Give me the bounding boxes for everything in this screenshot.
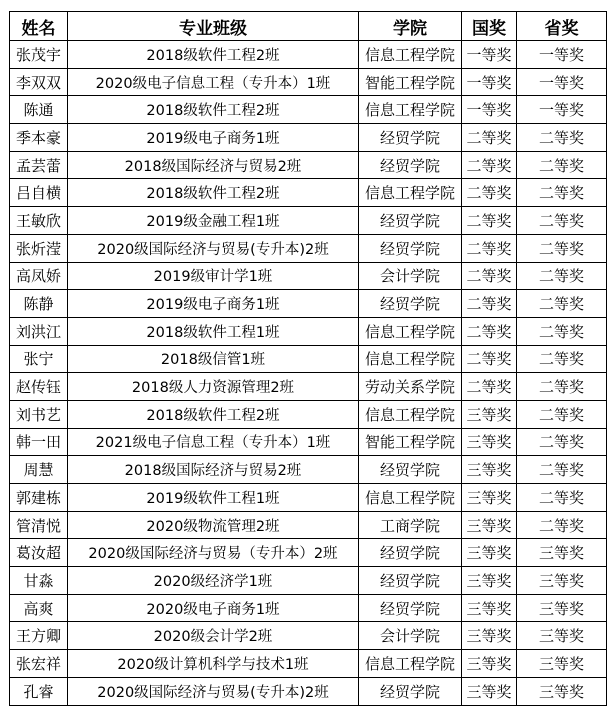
provincial-award-cell: 二等奖 xyxy=(517,484,607,512)
name-cell: 葛汝超 xyxy=(10,539,68,567)
name-cell: 高爽 xyxy=(10,594,68,622)
name-cell: 孔睿 xyxy=(10,677,68,705)
major-class-cell: 2018级软件工程2班 xyxy=(68,179,359,207)
college-cell: 会计学院 xyxy=(359,262,462,290)
table-row xyxy=(10,594,607,622)
table-row xyxy=(10,373,607,401)
major-class-cell: 2019级电子商务1班 xyxy=(68,290,359,318)
header-major-class: 专业班级 xyxy=(68,12,359,41)
table-row xyxy=(10,539,607,567)
major-class-cell: 2018级软件工程2班 xyxy=(68,400,359,428)
national-award-cell: 二等奖 xyxy=(462,207,517,235)
national-award-cell: 二等奖 xyxy=(462,262,517,290)
college-cell: 会计学院 xyxy=(359,622,462,650)
table-row xyxy=(10,262,607,290)
provincial-award-cell: 三等奖 xyxy=(517,594,607,622)
college-cell: 经贸学院 xyxy=(359,290,462,318)
major-class-cell: 2019级金融工程1班 xyxy=(68,207,359,235)
award-table xyxy=(9,11,607,706)
college-cell: 信息工程学院 xyxy=(359,400,462,428)
table-row xyxy=(10,511,607,539)
college-cell: 信息工程学院 xyxy=(359,179,462,207)
major-class-cell: 2018级人力资源管理2班 xyxy=(68,373,359,401)
provincial-award-cell: 三等奖 xyxy=(517,677,607,705)
major-class-cell: 2020级经济学1班 xyxy=(68,567,359,595)
header-college: 学院 xyxy=(359,12,462,41)
college-cell: 经贸学院 xyxy=(359,567,462,595)
name-cell: 吕自横 xyxy=(10,179,68,207)
name-cell: 刘书艺 xyxy=(10,400,68,428)
table-row xyxy=(10,68,607,96)
college-cell: 经贸学院 xyxy=(359,124,462,152)
national-award-cell: 二等奖 xyxy=(462,179,517,207)
name-cell: 王方卿 xyxy=(10,622,68,650)
college-cell: 信息工程学院 xyxy=(359,484,462,512)
table-header-row xyxy=(10,12,607,41)
major-class-cell: 2020级会计学2班 xyxy=(68,622,359,650)
provincial-award-cell: 一等奖 xyxy=(517,96,607,124)
table-row xyxy=(10,400,607,428)
major-class-cell: 2020级电子信息工程（专升本）1班 xyxy=(68,68,359,96)
table-row xyxy=(10,151,607,179)
college-cell: 经贸学院 xyxy=(359,207,462,235)
college-cell: 智能工程学院 xyxy=(359,68,462,96)
major-class-cell: 2019级软件工程1班 xyxy=(68,484,359,512)
name-cell: 管清悦 xyxy=(10,511,68,539)
major-class-cell: 2020级计算机科学与技术1班 xyxy=(68,650,359,678)
table-row xyxy=(10,207,607,235)
table-row xyxy=(10,650,607,678)
name-cell: 郭建栋 xyxy=(10,484,68,512)
provincial-award-cell: 二等奖 xyxy=(517,262,607,290)
national-award-cell: 一等奖 xyxy=(462,41,517,69)
name-cell: 刘洪江 xyxy=(10,317,68,345)
table-row xyxy=(10,484,607,512)
college-cell: 信息工程学院 xyxy=(359,41,462,69)
major-class-cell: 2018级软件工程1班 xyxy=(68,317,359,345)
major-class-cell: 2018级信管1班 xyxy=(68,345,359,373)
national-award-cell: 三等奖 xyxy=(462,567,517,595)
provincial-award-cell: 一等奖 xyxy=(517,41,607,69)
provincial-award-cell: 二等奖 xyxy=(517,373,607,401)
provincial-award-cell: 二等奖 xyxy=(517,317,607,345)
provincial-award-cell: 一等奖 xyxy=(517,68,607,96)
table-row xyxy=(10,96,607,124)
provincial-award-cell: 二等奖 xyxy=(517,428,607,456)
table-row xyxy=(10,622,607,650)
national-award-cell: 二等奖 xyxy=(462,345,517,373)
major-class-cell: 2019级审计学1班 xyxy=(68,262,359,290)
name-cell: 王敏欣 xyxy=(10,207,68,235)
provincial-award-cell: 二等奖 xyxy=(517,345,607,373)
national-award-cell: 二等奖 xyxy=(462,151,517,179)
name-cell: 张宏祥 xyxy=(10,650,68,678)
name-cell: 张炘滢 xyxy=(10,234,68,262)
name-cell: 高凤娇 xyxy=(10,262,68,290)
table-row xyxy=(10,456,607,484)
table-row xyxy=(10,345,607,373)
major-class-cell: 2018级国际经济与贸易2班 xyxy=(68,456,359,484)
name-cell: 甘淼 xyxy=(10,567,68,595)
name-cell: 张茂宇 xyxy=(10,41,68,69)
table-row xyxy=(10,124,607,152)
college-cell: 经贸学院 xyxy=(359,456,462,484)
name-cell: 张宁 xyxy=(10,345,68,373)
provincial-award-cell: 二等奖 xyxy=(517,179,607,207)
major-class-cell: 2020级物流管理2班 xyxy=(68,511,359,539)
name-cell: 赵传钰 xyxy=(10,373,68,401)
provincial-award-cell: 二等奖 xyxy=(517,124,607,152)
major-class-cell: 2020级国际经济与贸易(专升本)2班 xyxy=(68,677,359,705)
name-cell: 陈通 xyxy=(10,96,68,124)
national-award-cell: 二等奖 xyxy=(462,317,517,345)
major-class-cell: 2018级国际经济与贸易2班 xyxy=(68,151,359,179)
national-award-cell: 三等奖 xyxy=(462,622,517,650)
major-class-cell: 2020级国际经济与贸易(专升本)2班 xyxy=(68,234,359,262)
major-class-cell: 2018级软件工程2班 xyxy=(68,41,359,69)
college-cell: 经贸学院 xyxy=(359,151,462,179)
provincial-award-cell: 二等奖 xyxy=(517,207,607,235)
college-cell: 经贸学院 xyxy=(359,539,462,567)
college-cell: 经贸学院 xyxy=(359,677,462,705)
provincial-award-cell: 二等奖 xyxy=(517,456,607,484)
major-class-cell: 2020级国际经济与贸易（专升本）2班 xyxy=(68,539,359,567)
provincial-award-cell: 三等奖 xyxy=(517,622,607,650)
college-cell: 劳动关系学院 xyxy=(359,373,462,401)
provincial-award-cell: 二等奖 xyxy=(517,151,607,179)
major-class-cell: 2020级电子商务1班 xyxy=(68,594,359,622)
national-award-cell: 三等奖 xyxy=(462,428,517,456)
header-national-award: 国奖 xyxy=(462,12,517,41)
name-cell: 陈静 xyxy=(10,290,68,318)
college-cell: 信息工程学院 xyxy=(359,650,462,678)
college-cell: 智能工程学院 xyxy=(359,428,462,456)
major-class-cell: 2018级软件工程2班 xyxy=(68,96,359,124)
header-name: 姓名 xyxy=(10,12,68,41)
provincial-award-cell: 二等奖 xyxy=(517,511,607,539)
table-row xyxy=(10,290,607,318)
national-award-cell: 三等奖 xyxy=(462,511,517,539)
provincial-award-cell: 二等奖 xyxy=(517,400,607,428)
national-award-cell: 二等奖 xyxy=(462,373,517,401)
national-award-cell: 二等奖 xyxy=(462,234,517,262)
college-cell: 工商学院 xyxy=(359,511,462,539)
college-cell: 信息工程学院 xyxy=(359,96,462,124)
provincial-award-cell: 二等奖 xyxy=(517,234,607,262)
table-row xyxy=(10,428,607,456)
national-award-cell: 二等奖 xyxy=(462,124,517,152)
name-cell: 韩一田 xyxy=(10,428,68,456)
table-row xyxy=(10,234,607,262)
national-award-cell: 一等奖 xyxy=(462,68,517,96)
college-cell: 信息工程学院 xyxy=(359,317,462,345)
header-provincial-award: 省奖 xyxy=(517,12,607,41)
name-cell: 孟芸蕾 xyxy=(10,151,68,179)
national-award-cell: 三等奖 xyxy=(462,677,517,705)
provincial-award-cell: 三等奖 xyxy=(517,567,607,595)
table-row xyxy=(10,317,607,345)
college-cell: 信息工程学院 xyxy=(359,345,462,373)
provincial-award-cell: 三等奖 xyxy=(517,650,607,678)
name-cell: 季本豪 xyxy=(10,124,68,152)
table-row xyxy=(10,41,607,69)
provincial-award-cell: 三等奖 xyxy=(517,539,607,567)
national-award-cell: 三等奖 xyxy=(462,650,517,678)
table-row xyxy=(10,677,607,705)
college-cell: 经贸学院 xyxy=(359,234,462,262)
national-award-cell: 三等奖 xyxy=(462,456,517,484)
table-row xyxy=(10,179,607,207)
major-class-cell: 2019级电子商务1班 xyxy=(68,124,359,152)
table-row xyxy=(10,567,607,595)
college-cell: 经贸学院 xyxy=(359,594,462,622)
name-cell: 周慧 xyxy=(10,456,68,484)
name-cell: 李双双 xyxy=(10,68,68,96)
national-award-cell: 三等奖 xyxy=(462,594,517,622)
provincial-award-cell: 二等奖 xyxy=(517,290,607,318)
national-award-cell: 三等奖 xyxy=(462,400,517,428)
national-award-cell: 三等奖 xyxy=(462,539,517,567)
national-award-cell: 二等奖 xyxy=(462,290,517,318)
award-table-container xyxy=(9,11,607,706)
national-award-cell: 一等奖 xyxy=(462,96,517,124)
major-class-cell: 2021级电子信息工程（专升本）1班 xyxy=(68,428,359,456)
national-award-cell: 三等奖 xyxy=(462,484,517,512)
